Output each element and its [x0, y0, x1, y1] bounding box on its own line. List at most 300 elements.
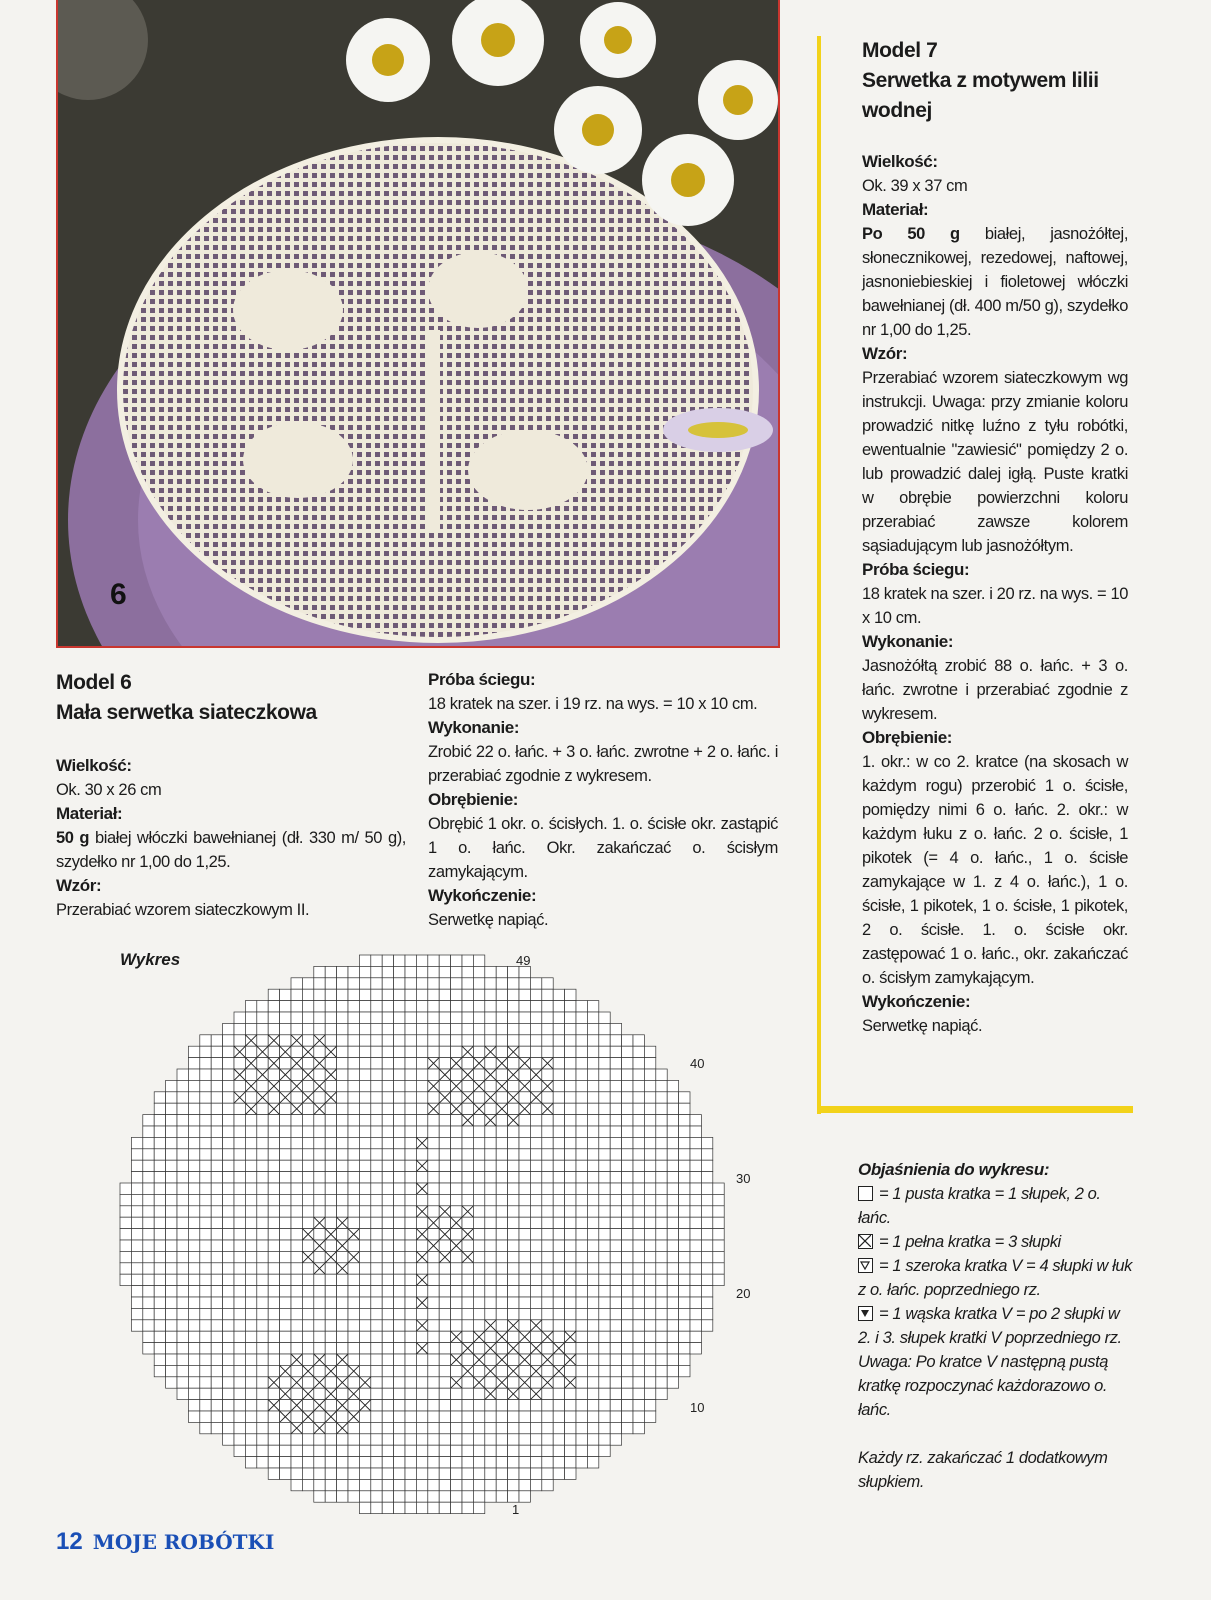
chart-cell [382, 1023, 393, 1034]
chart-cell [268, 1286, 279, 1297]
chart-cell [485, 1126, 496, 1137]
chart-cell [188, 1240, 199, 1251]
chart-cell [496, 1046, 507, 1057]
chart-cell [508, 1023, 519, 1034]
chart-cell [439, 1240, 450, 1251]
chart-cell [542, 1457, 553, 1468]
chart-cell [177, 1251, 188, 1262]
chart-cell [496, 1411, 507, 1422]
chart-cell [508, 1058, 519, 1069]
chart-cell [120, 1263, 131, 1274]
chart-cell [679, 1194, 690, 1205]
chart-cell [599, 1023, 610, 1034]
chart-cell [166, 1297, 177, 1308]
chart-cell [565, 1069, 576, 1080]
chart-cell [394, 1137, 405, 1148]
chart-cell [268, 1365, 279, 1376]
chart-cell [542, 1069, 553, 1080]
chart-cell [667, 1092, 678, 1103]
chart-cell [610, 1126, 621, 1137]
chart-cell [337, 966, 348, 977]
chart-cell [257, 1251, 268, 1262]
chart-cell [177, 1183, 188, 1194]
chart-cell [485, 1194, 496, 1205]
chart-cell [462, 1023, 473, 1034]
model6-material-text: białej włóczki bawełnianej (dł. 330 m/ 50 g), szydełko nr 1,00 do 1,25. [56, 829, 406, 871]
chart-cell [644, 1388, 655, 1399]
chart-cell [610, 1080, 621, 1091]
chart-cell [348, 1263, 359, 1274]
chart-cell [610, 1046, 621, 1057]
chart-cell [359, 1137, 370, 1148]
chart-cell [679, 1251, 690, 1262]
chart-cell [587, 1217, 598, 1228]
chart-cell [622, 1194, 633, 1205]
chart-cell [599, 1137, 610, 1148]
chart-cell [439, 989, 450, 1000]
chart-cell [394, 955, 405, 966]
chart-cell [382, 1308, 393, 1319]
chart-cell [223, 1400, 234, 1411]
chart-cell [188, 1297, 199, 1308]
chart-cell [200, 1422, 211, 1433]
chart-cell [622, 1297, 633, 1308]
chart-cell [542, 1229, 553, 1240]
chart-cell [587, 1012, 598, 1023]
chart-cell [211, 1103, 222, 1114]
chart-cell [633, 1183, 644, 1194]
chart-cell [496, 1320, 507, 1331]
chart-cell [622, 1251, 633, 1262]
chart-cell [245, 1069, 256, 1080]
chart-cell [530, 1115, 541, 1126]
chart-cell [473, 1297, 484, 1308]
chart-cell [496, 1069, 507, 1080]
chart-cell [553, 1149, 564, 1160]
chart-cell [553, 1457, 564, 1468]
legend-note: Uwaga: Po kratce V następną pustą kratkę rozpoczynać każdorazowo o. łańc. [858, 1353, 1109, 1419]
chart-cell [519, 1422, 530, 1433]
chart-cell [382, 1331, 393, 1342]
chart-cell [257, 1183, 268, 1194]
chart-cell [257, 1149, 268, 1160]
chart-cell [462, 1160, 473, 1171]
model6-finish-label: Wykończenie: [428, 886, 537, 905]
chart-cell [280, 1297, 291, 1308]
chart-cell [542, 1046, 553, 1057]
chart-cell [394, 1434, 405, 1445]
chart-cell [565, 1103, 576, 1114]
chart-cell [371, 966, 382, 977]
chart-cell [519, 1297, 530, 1308]
chart-cell [394, 1491, 405, 1502]
chart-cell [382, 1354, 393, 1365]
chart-cell [576, 1434, 587, 1445]
chart-cell [268, 1388, 279, 1399]
chart-cell [439, 1320, 450, 1331]
chart-cell [131, 1320, 142, 1331]
chart-cell [291, 1001, 302, 1012]
chart-cell [610, 1172, 621, 1183]
chart-cell [679, 1115, 690, 1126]
chart-cell [633, 1286, 644, 1297]
chart-cell [394, 1445, 405, 1456]
chart-cell [576, 1422, 587, 1433]
chart-cell [382, 1240, 393, 1251]
chart-cell [359, 1502, 370, 1513]
chart-cell [177, 1331, 188, 1342]
chart-cell [405, 1194, 416, 1205]
chart-cell [177, 1092, 188, 1103]
chart-cell [667, 1354, 678, 1365]
chart-cell [234, 1240, 245, 1251]
chart-cell [553, 1263, 564, 1274]
chart-cell [656, 1080, 667, 1091]
chart-cell [530, 1468, 541, 1479]
chart-cell [394, 966, 405, 977]
chart-cell [576, 1080, 587, 1091]
chart-cell [257, 1274, 268, 1285]
chart-cell [530, 1297, 541, 1308]
chart-cell [496, 1183, 507, 1194]
chart-cell [371, 1445, 382, 1456]
model7-edge-label: Obrębienie: [862, 728, 953, 747]
chart-cell [473, 1012, 484, 1023]
chart-cell [166, 1286, 177, 1297]
chart-cell [200, 1035, 211, 1046]
chart-cell [530, 1479, 541, 1490]
chart-cell [496, 1229, 507, 1240]
chart-cell [667, 1080, 678, 1091]
chart-cell [416, 1103, 427, 1114]
chart-cell [542, 1479, 553, 1490]
chart-cell [325, 1457, 336, 1468]
chart-cell [200, 1343, 211, 1354]
chart-cell [382, 1434, 393, 1445]
chart-cell [291, 1263, 302, 1274]
chart-cell [690, 1297, 701, 1308]
chart-cell [542, 1172, 553, 1183]
chart-cell [348, 1080, 359, 1091]
chart-cell [542, 1251, 553, 1262]
chart-cell [143, 1206, 154, 1217]
chart-cell [542, 1434, 553, 1445]
chart-cell [553, 1115, 564, 1126]
chart-cell [394, 1377, 405, 1388]
chart-cell [314, 1069, 325, 1080]
chart-cell [166, 1206, 177, 1217]
chart-cell [223, 1388, 234, 1399]
chart-cell [565, 1217, 576, 1228]
chart-cell [633, 1126, 644, 1137]
chart-cell [268, 1297, 279, 1308]
chart-cell [325, 1080, 336, 1091]
chart-cell [211, 1206, 222, 1217]
chart-cell [405, 1457, 416, 1468]
chart-cell [576, 1445, 587, 1456]
chart-cell [154, 1126, 165, 1137]
chart-cell [701, 1274, 712, 1285]
chart-cell [371, 1400, 382, 1411]
chart-cell [405, 1023, 416, 1034]
chart-cell [291, 1274, 302, 1285]
chart-cell [177, 1206, 188, 1217]
chart-cell [451, 1479, 462, 1490]
chart-cell [154, 1286, 165, 1297]
chart-cell [485, 1479, 496, 1490]
chart-cell [508, 1183, 519, 1194]
chart-cell [473, 1115, 484, 1126]
chart-cell [348, 1445, 359, 1456]
chart-cell [211, 1308, 222, 1319]
chart-cell [177, 1240, 188, 1251]
chart-cell [599, 1149, 610, 1160]
chart-cell [394, 1149, 405, 1160]
chart-cell [154, 1092, 165, 1103]
chart-cell [656, 1069, 667, 1080]
chart-cell [314, 1365, 325, 1376]
chart-cell [371, 1080, 382, 1091]
chart-cell [416, 1092, 427, 1103]
chart-cell [485, 1377, 496, 1388]
chart-cell [622, 1365, 633, 1376]
chart-cell [359, 1320, 370, 1331]
chart-cell [382, 1491, 393, 1502]
chart-cell [166, 1240, 177, 1251]
chart-cell [268, 1263, 279, 1274]
chart-cell [359, 1058, 370, 1069]
chart-cell [451, 1023, 462, 1034]
chart-cell [644, 1183, 655, 1194]
chart-cell [679, 1103, 690, 1114]
chart-cell [382, 1115, 393, 1126]
chart-cell [257, 1058, 268, 1069]
chart-cell [234, 1354, 245, 1365]
chart-cell [166, 1194, 177, 1205]
chart-cell [713, 1229, 724, 1240]
chart-cell [451, 1274, 462, 1285]
chart-cell [245, 1388, 256, 1399]
chart-cell [234, 1206, 245, 1217]
chart-cell [394, 1331, 405, 1342]
chart-cell [439, 1354, 450, 1365]
chart-cell [405, 1320, 416, 1331]
chart-cell [428, 1183, 439, 1194]
chart-cell [622, 1411, 633, 1422]
chart-cell [599, 1343, 610, 1354]
chart-cell [382, 1172, 393, 1183]
chart-cell [439, 1172, 450, 1183]
model7-section [862, 36, 1128, 1038]
chart-cell [416, 1115, 427, 1126]
chart-cell [314, 1479, 325, 1490]
chart-cell [337, 1103, 348, 1114]
chart-cell [280, 989, 291, 1000]
chart-cell [599, 1069, 610, 1080]
chart-cell [599, 1229, 610, 1240]
chart-cell [667, 1172, 678, 1183]
chart-cell [371, 1069, 382, 1080]
chart-cell [211, 1172, 222, 1183]
chart-cell [485, 1297, 496, 1308]
chart-cell [576, 1035, 587, 1046]
chart-cell [359, 1080, 370, 1091]
chart-cell [371, 1434, 382, 1445]
chart-cell [701, 1251, 712, 1262]
chart-cell [382, 978, 393, 989]
chart-cell [656, 1251, 667, 1262]
chart-cell [382, 1183, 393, 1194]
chart-cell [553, 1058, 564, 1069]
chart-cell [211, 1422, 222, 1433]
chart-cell [610, 1274, 621, 1285]
chart-cell [530, 989, 541, 1000]
chart-cell [314, 1297, 325, 1308]
chart-cell [382, 1149, 393, 1160]
chart-cell [485, 1240, 496, 1251]
chart-cell [610, 1331, 621, 1342]
chart-cell [348, 1308, 359, 1319]
chart-cell [519, 1263, 530, 1274]
chart-cell [565, 1172, 576, 1183]
chart-cell [508, 1479, 519, 1490]
chart-legend [858, 1158, 1134, 1494]
chart-cell [416, 1217, 427, 1228]
chart-cell [542, 1137, 553, 1148]
chart-cell [394, 1160, 405, 1171]
chart-cell [211, 1251, 222, 1262]
chart-cell [325, 1217, 336, 1228]
chart-cell [644, 1286, 655, 1297]
chart-cell [473, 1137, 484, 1148]
chart-cell [599, 1058, 610, 1069]
chart-cell [416, 1172, 427, 1183]
chart-cell [177, 1217, 188, 1228]
chart-cell [553, 1103, 564, 1114]
chart-cell [394, 1308, 405, 1319]
chart-cell [211, 1115, 222, 1126]
chart-cell [234, 1012, 245, 1023]
chart-cell [553, 1217, 564, 1228]
chart-cell [302, 1194, 313, 1205]
chart-cell [371, 1502, 382, 1513]
chart-cell [473, 1468, 484, 1479]
chart-cell [325, 1103, 336, 1114]
chart-cell [508, 1308, 519, 1319]
chart-cell [200, 1217, 211, 1228]
chart-cell [280, 1286, 291, 1297]
chart-cell [508, 1468, 519, 1479]
chart-cell [496, 1365, 507, 1376]
chart-cell [656, 1183, 667, 1194]
chart-cell [587, 1206, 598, 1217]
chart-cell [587, 1320, 598, 1331]
chart-cell [337, 1183, 348, 1194]
chart-cell [565, 1422, 576, 1433]
chart-cell [371, 1160, 382, 1171]
chart-cell [314, 1491, 325, 1502]
chart-cell [348, 1149, 359, 1160]
chart-cell [245, 1263, 256, 1274]
chart-cell [462, 1001, 473, 1012]
chart-cell [131, 1263, 142, 1274]
chart-cell [473, 1422, 484, 1433]
chart-cell [245, 1343, 256, 1354]
chart-cell [234, 1172, 245, 1183]
chart-cell [633, 1240, 644, 1251]
chart-cell [622, 1035, 633, 1046]
chart-cell [644, 1400, 655, 1411]
chart-cell [245, 1365, 256, 1376]
chart-cell [223, 1149, 234, 1160]
chart-cell [485, 1468, 496, 1479]
chart-cell [519, 1069, 530, 1080]
chart-cell [348, 1343, 359, 1354]
chart-cell [565, 1137, 576, 1148]
chart-cell [177, 1194, 188, 1205]
chart-cell [679, 1217, 690, 1228]
chart-cell [211, 1194, 222, 1205]
chart-cell [451, 1183, 462, 1194]
chart-cell [599, 1217, 610, 1228]
chart-cell [394, 1080, 405, 1091]
chart-cell [280, 1229, 291, 1240]
chart-cell [394, 1115, 405, 1126]
chart-cell [473, 955, 484, 966]
chart-cell [325, 1240, 336, 1251]
chart-cell [359, 1297, 370, 1308]
chart-cell [599, 1183, 610, 1194]
model6-edge-value: Obrębić 1 okr. o. ścisłych. 1. o. ścisłe okr. zastąpić 1 o. łańc. Okr. zakańczać o. ścisłym zamykającym. [428, 815, 778, 881]
chart-cell [382, 1479, 393, 1490]
chart-cell [587, 1115, 598, 1126]
chart-cell [644, 1308, 655, 1319]
chart-cell [154, 1240, 165, 1251]
chart-cell [451, 1126, 462, 1137]
chart-cell [587, 1297, 598, 1308]
chart-cell [462, 1434, 473, 1445]
chart-cell [633, 1320, 644, 1331]
chart-cell [359, 955, 370, 966]
chart-cell [428, 1069, 439, 1080]
chart-cell [416, 955, 427, 966]
chart-cell [280, 1263, 291, 1274]
chart-cell [462, 1320, 473, 1331]
chart-cell [382, 955, 393, 966]
chart-cell [154, 1149, 165, 1160]
chart-cell [416, 1491, 427, 1502]
chart-cell [496, 1149, 507, 1160]
chart-cell [223, 1286, 234, 1297]
chart-cell [268, 1240, 279, 1251]
chart-cell [473, 1457, 484, 1468]
chart-cell [337, 1297, 348, 1308]
chart-cell [234, 1365, 245, 1376]
chart-cell [143, 1183, 154, 1194]
chart-cell [268, 1046, 279, 1057]
chart-cell [644, 1229, 655, 1240]
chart-cell [530, 1172, 541, 1183]
chart-cell [348, 966, 359, 977]
chart-cell [314, 1126, 325, 1137]
chart-cell [245, 1297, 256, 1308]
model7-subtitle: Serwetka z motywem lilii wodnej [862, 69, 1099, 122]
chart-cell [462, 1354, 473, 1365]
chart-cell [565, 1092, 576, 1103]
chart-cell [405, 1308, 416, 1319]
chart-cell [485, 1023, 496, 1034]
chart-cell [485, 1001, 496, 1012]
